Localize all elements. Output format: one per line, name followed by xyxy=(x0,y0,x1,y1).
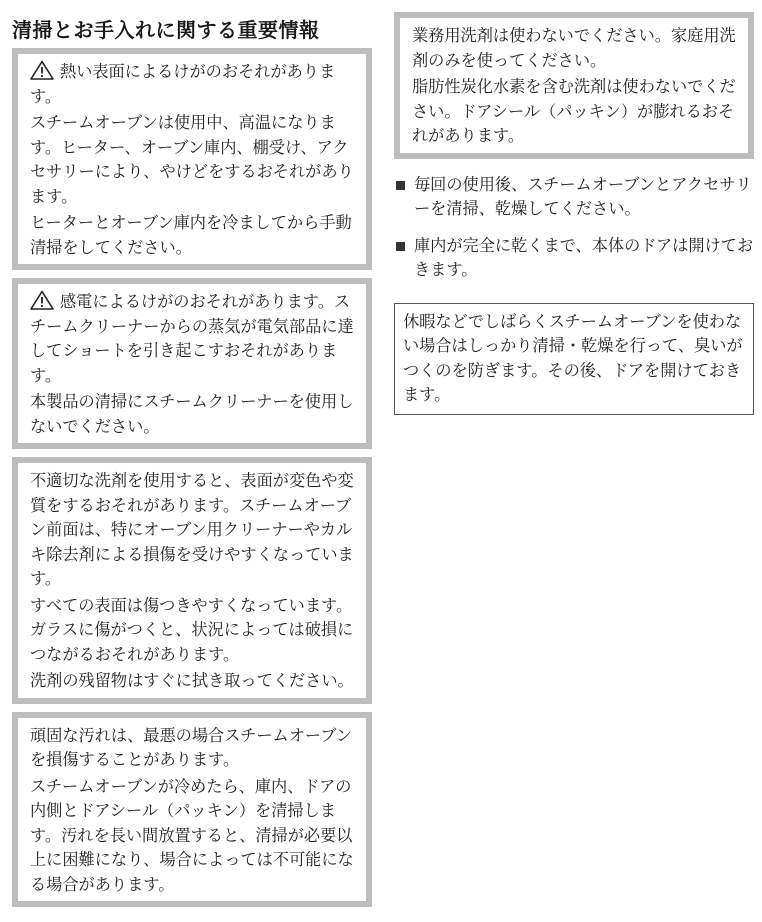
square-bullet-icon xyxy=(396,242,405,251)
warning-box-electric-shock xyxy=(12,278,372,449)
square-bullet-icon xyxy=(396,181,405,190)
note-text: 休暇などでしばらくスチームオーブンを使わない場合はしっかり清掃・乾燥を行って、臭いがつくのを防ぎます。その後、ドアを開けておきます。 xyxy=(403,311,743,404)
warning-text: 本製品の清掃にスチームクリーナーを使用しないでください。 xyxy=(30,392,354,436)
list-item: 庫内が完全に乾くまで、本体のドアは開けておきます。 xyxy=(394,234,754,283)
caution-box-commercial-detergent xyxy=(394,12,754,159)
warning-triangle-icon xyxy=(30,60,54,80)
warning-box-hot-surface xyxy=(12,48,372,270)
list-item: 毎回の使用後、スチームオーブンとアクセサリーを清掃、乾燥してください。 xyxy=(394,173,754,222)
warning-text: スチームオーブンは使用中、高温になります。ヒーター、オーブン庫内、棚受け、アクセサリーにより、やけどをするおそれがあります。 xyxy=(30,113,354,206)
caution-text: 業務用洗剤は使わないでください。家庭用洗剤のみを使ってください。 xyxy=(412,26,736,70)
caution-text: スチームオーブンが冷めたら、庫内、ドアの内側とドアシール（パッキン）を清掃します。汚れを長い間放置すると、清掃が必要以上に困難になり、場合によっては不可能になる場合があります。 xyxy=(30,776,354,894)
warning-heading: 感電によるけがのおそれがあります。スチームクリーナーからの蒸気が電気部品に達してショートを引き起こすおそれがあります。 xyxy=(30,292,354,385)
caution-text: すべての表面は傷つきやすくなっています。ガラスに傷がつくと、状況によっては破損につながるおそれがあります。 xyxy=(30,595,354,664)
right-column xyxy=(394,12,754,415)
warning-text: ヒーターとオーブン庫内を冷ましてから手動清掃をしてください。 xyxy=(30,213,352,257)
instruction-list xyxy=(394,173,754,283)
caution-text: 不適切な洗剤を使用すると、表面が変色や変質をするおそれがあります。スチームオーブン前面は、特にオーブン用クリーナーやカルキ除去剤による損傷を受けやすくなっています。 xyxy=(30,471,354,588)
caution-text: 脂肪性炭化水素を含む洗剤は使わないでください。ドアシール（パッキン）が膨れるおそれがあります。 xyxy=(412,77,736,145)
note-box xyxy=(394,303,754,415)
warning-triangle-icon xyxy=(30,290,54,310)
caution-box-detergent xyxy=(12,457,372,704)
caution-box-stubborn-dirt xyxy=(12,712,372,908)
warning-heading: 熱い表面によるけがのおそれがあります。 xyxy=(30,62,336,106)
caution-text: 頑固な汚れは、最悪の場合スチームオーブンを損傷することがあります。 xyxy=(30,725,352,769)
left-column xyxy=(12,18,372,915)
caution-text: 洗剤の残留物はすぐに拭き取ってください。 xyxy=(30,671,354,690)
page-title: 清掃とお手入れに関する重要情報 xyxy=(12,18,320,42)
